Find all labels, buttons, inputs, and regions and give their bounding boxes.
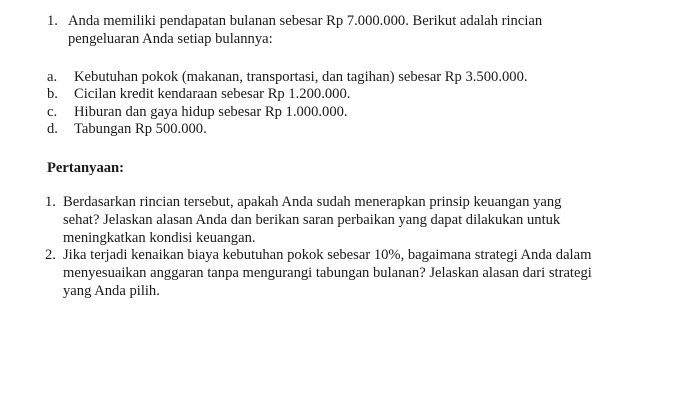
question-2-line-1: Jika terjadi kenaikan biaya kebutuhan pokok sebesar 10%, bagaimana strategi Anda dalam [63, 247, 592, 263]
questions-heading: Pertanyaan: [47, 160, 125, 176]
expense-item-d: Tabungan Rp 500.000. [74, 121, 207, 137]
intro-number: 1. [47, 13, 58, 29]
expense-item-a: Kebutuhan pokok (makanan, transportasi, dan tagihan) sebesar Rp 3.500.000. [74, 69, 528, 85]
question-2-line-2: menyesuaikan anggaran tanpa mengurangi tabungan bulanan? Jelaskan alasan dari strategi [63, 265, 592, 281]
question-1-line-3: meningkatkan kondisi keuangan. [63, 230, 256, 246]
question-1-number: 1. [45, 194, 56, 210]
question-1-line-2: sehat? Jelaskan alasan Anda dan berikan saran perbaikan yang dapat dilakukan untuk [63, 212, 561, 228]
question-2-number: 2. [45, 247, 56, 263]
expense-marker-b: b. [47, 86, 58, 102]
expense-marker-d: d. [47, 121, 58, 137]
question-2-line-3: yang Anda pilih. [63, 283, 160, 299]
intro-line-1: Anda memiliki pendapatan bulanan sebesar Rp 7.000.000. Berikut adalah rincian [68, 13, 543, 29]
intro-line-2: pengeluaran Anda setiap bulannya: [68, 31, 273, 47]
expense-marker-c: c. [47, 104, 58, 120]
expense-item-c: Hiburan dan gaya hidup sebesar Rp 1.000.000. [74, 104, 348, 120]
expense-marker-a: a. [47, 69, 58, 85]
question-1-line-1: Berdasarkan rincian tersebut, apakah Anda sudah menerapkan prinsip keuangan yang [63, 194, 562, 210]
expense-item-b: Cicilan kredit kendaraan sebesar Rp 1.200.000. [74, 86, 351, 102]
